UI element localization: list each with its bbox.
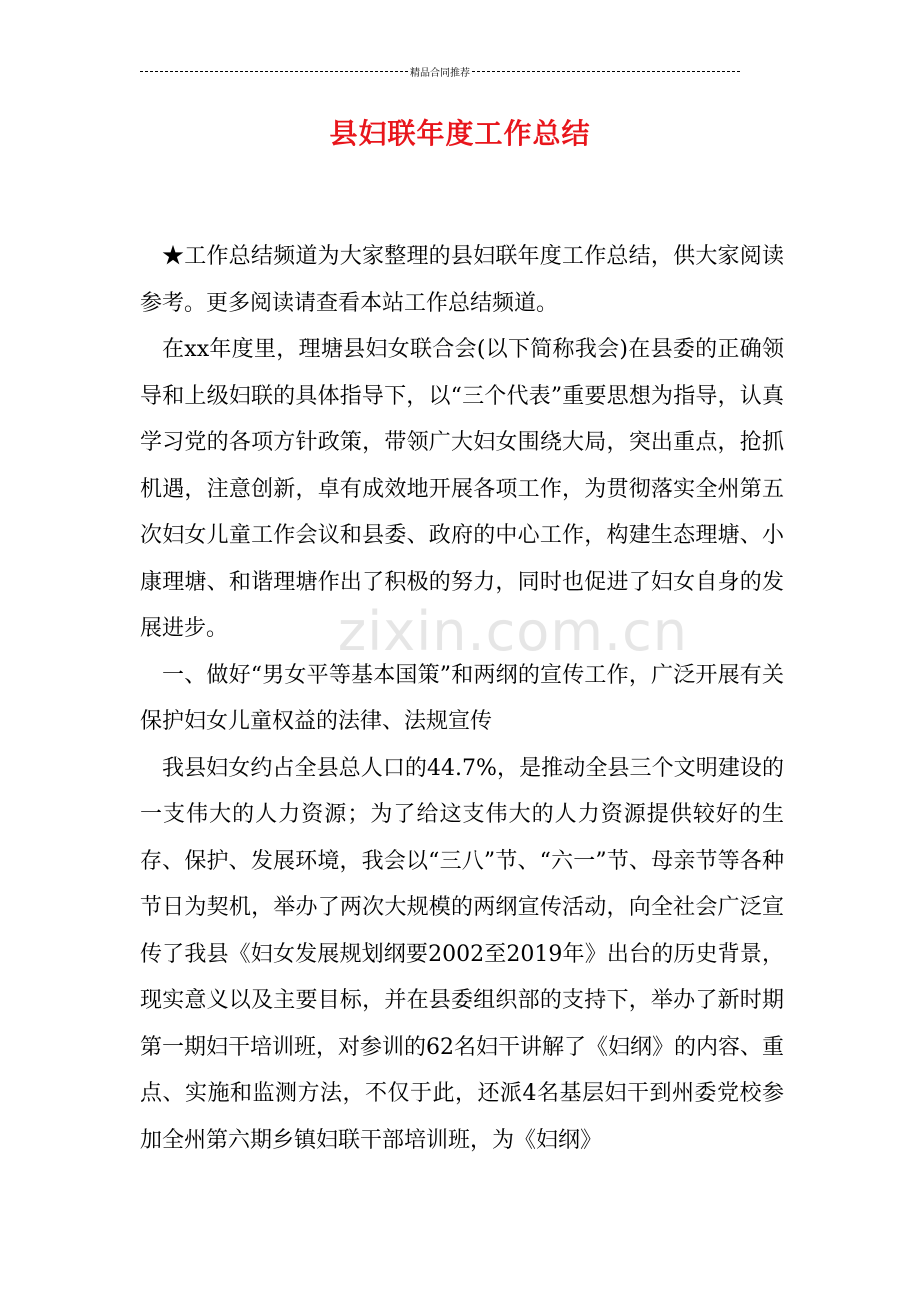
watermark: zixin.com.cn <box>337 600 688 663</box>
paragraph-section-1: 我县妇女约占全县总人口的44.7%，是推动全县三个文明建设的一支伟大的人力资源；为了给这支伟大的人力资源提供较好的生存、保护、发展环境，我会以“三八”节、“六一”节、母亲节等各种节日为契机，举办了两次大规模的两纲宣传活动，向全社会广泛宣传了我县《妇女发展规划纲要2002至2019年》出台的历史背景，现实意义以及主要目标，并在县委组织部的支持下，举办了新时期第一期妇干培训班，对参训的62名妇干讲解了《妇纲》的内容、重点、实施和监测方法，不仅于此，还派4名基层妇干到州委党校参加全州第六期乡镇妇联干部培训班，为《妇纲》 <box>140 755 784 1153</box>
section-heading-1: 一、做好“男女平等基本国策”和两纲的宣传工作，广泛开展有关保护妇女儿童权益的法律、法规宣传 <box>140 662 784 734</box>
paragraph-overview: 在xx年度里，理塘县妇女联合会(以下简称我会)在县委的正确领导和上级妇联的具体指导下，以“三个代表”重要思想为指导，认真学习党的各项方针政策，带领广大妇女围绕大局，突出重点，抢抓机遇，注意创新，卓有成效地开展各项工作，为贯彻落实全州第五次妇女儿童工作会议和县委、政府的中心工作，构建生态理塘、小康理塘、和谐理塘作出了积极的努力，同时也促进了妇女自身的发展进步。 <box>140 337 784 641</box>
header-divider-right <box>472 71 740 72</box>
header-divider-left <box>140 71 408 72</box>
document-body <box>140 234 784 1164</box>
page-header <box>140 64 740 79</box>
header-label: 精品合同推荐 <box>410 68 470 79</box>
document-title: 县妇联年度工作总结 <box>329 117 591 150</box>
paragraph-intro: ★工作总结频道为大家整理的县妇联年度工作总结，供大家阅读参考。更多阅读请查看本站工作总结频道。 <box>140 244 784 316</box>
